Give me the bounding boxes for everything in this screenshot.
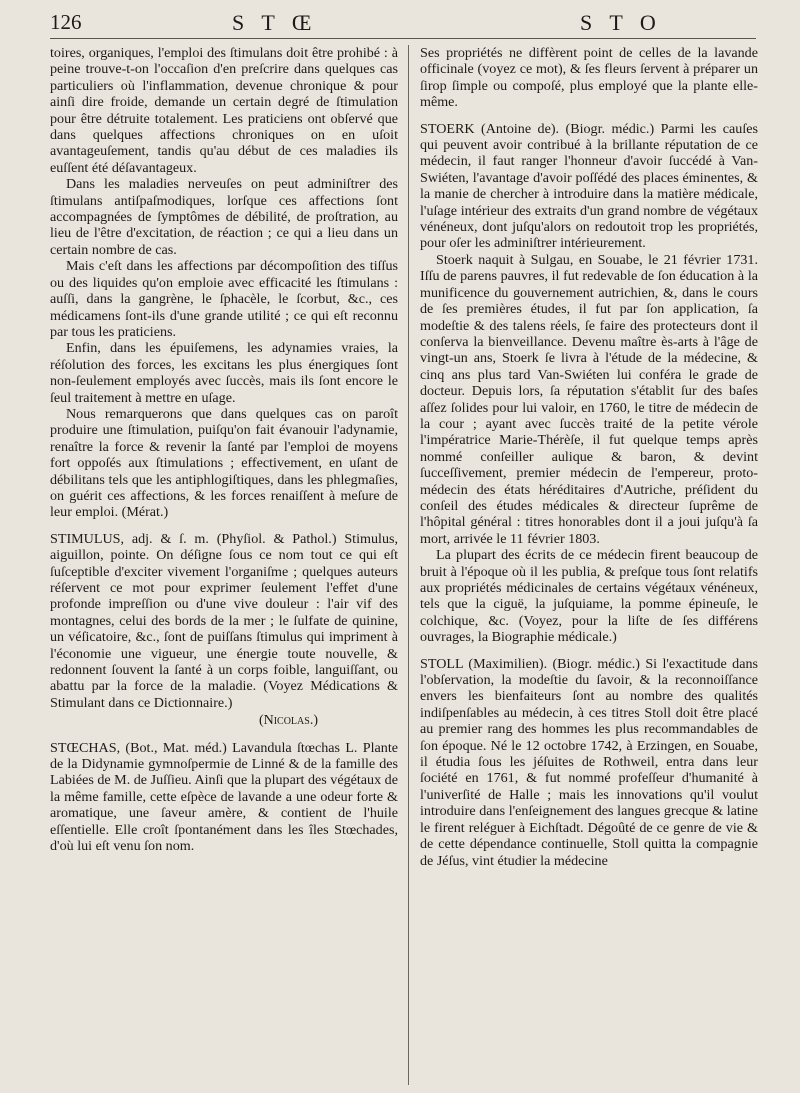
running-head-left: S T Œ: [232, 10, 318, 35]
entry-stoechas: [50, 740, 398, 855]
right-column: [420, 45, 758, 869]
paragraph-remarks: Nous remarquerons que dans quelques cas on paroît produire une ſtimulation, puiſqu'on fait évanouir l'adynamie, renaître la force & revenir la ſanté par l'emploi de moyens fort oppoſés aux ſtimulations ; effectivement, en uſant de débilitans tels que les antiphlogiſtiques, dans les phlegmaſies, on guérit ces affections, & les forces renaiſſent à meſure de leur emploi. (Mérat.): [50, 405, 398, 521]
column-divider: [408, 45, 409, 1085]
entry-stoerk-biography: Stoerk naquit à Sulgau, en Souabe, le 21 février 1731. Iſſu de parens pauvres, il fut redevable de ſon éducation à la munificence du gouvernement autrichien, &, dans le cours de ſes premières études, il fut par ſon application, ſa modeſtie & des talens réels, ſe faire des protecteurs dont il conſerva la bienveillance. Devenu maître ès-arts à l'âge de vingt-un ans, Stoerk ſe livra à l'étude de la médecine, & cinq ans plus tard Van-Swiéten lui conféra le grade de docteur. Depuis lors, ſa réputation s'établit ſur des baſes aſſez ſolides pour lui valoir, en 1760, le titre de médecin de la cour ; ayant avec ſuccès traité de la petite vérole l'impératrice Marie-Thérèſe, il fut quelque temps après nommé conſeiller aulique & baron, & devint ſucceſſivement, premier médecin de l'empereur, proto-médecin des états héréditaires d'Autriche, préſident du conſeil des études médicales & directeur ſuprême de l'hôpital général : titres honorables dont il a joui juſqu'à ſa mort, arrivée le 11 février 1803.: [420, 251, 758, 547]
left-column: [50, 45, 398, 855]
page-number: 126: [50, 10, 82, 34]
entry-stoechas-text: STŒCHAS, (Bot., Mat. méd.) Lavandula ſtœchas L. Plante de la Didynamie gymnoſpermie de Linné & de la famille des Labiées de M. de Juſſieu. Ainſi que la plupart des végétaux de la même famille, cette eſpèce de lavande a une odeur forte & aromatique, une ſaveur amère, & contient de l'huile eſſentielle. Elle croît ſpontanément dans les îles Stœchades, d'où lui eſt venu ſon nom.: [50, 739, 398, 855]
paragraph-stimulation-continued: toires, organiques, l'emploi des ſtimulans doit être prohibé : à peine trouve-t-on l'occaſion d'en preſcrire dans quelques cas particuliers où l'inflammation, devenue chronique & pour ainſi dire froide, demande un certain degré de ſtimulation pour être détruite totalement. Les praticiens ont obſervé que dans quelques affections chroniques on en uſoit avantageuſement, tandis qu'au début de ces maladies ils euſſent été déſavantageux.: [50, 45, 398, 176]
entry-stoerk: [420, 121, 758, 646]
paragraph-exhaustion: Enfin, dans les épuiſemens, les adynamies vraies, la réſolution des forces, les excitans les plus énergiques ſont non-ſeulement employés avec ſuccès, mais ils ſont encore le ſeul traitement à mettre en uſage.: [50, 340, 398, 406]
entry-stoerk-intro: STOERK (Antoine de). (Biogr. médic.) Parmi les cauſes qui peuvent avoir contribué à la brillante réputation de ce médecin, il faut ranger l'honneur d'avoir ſuccédé à Van-Swiéten, l'avantage d'avoir poſſédé des places éminentes, & la manie de chercher à introduire dans la matière médicale, l'uſage intérieur des extraits d'un grand nombre de végétaux vénéneux, dont juſqu'alors on redoutoit trop les propriétés, pour oſer les adminiſtrer intérieurement.: [420, 120, 758, 252]
entry-stoll: [420, 656, 758, 869]
author-signature-nicolas: (Nicolas.): [258, 713, 318, 729]
entry-stimulus: [50, 531, 398, 730]
paragraph-decomposition: Mais c'eſt dans les affections par décompoſition des tiſſus ou des liquides qu'on emploie avec efficacité les ſtimulans : auſſi, dans la gangrène, le ſphacèle, le ſcorbut, &c., ces médicamens ſont-ils d'une grande utilité ; ce qui eſt reconnu par tous les praticiens.: [50, 258, 398, 340]
paragraph-stoechas-continued: Ses propriétés ne diffèrent point de celles de la lavande officinale (voyez ce mot), & ſes fleurs ſervent à préparer un ſirop ſimple ou compoſé, plus employé que la plante elle-même.: [420, 45, 758, 111]
running-head-right: S T O: [580, 10, 662, 35]
paragraph-nervous-diseases: Dans les maladies nerveuſes on peut adminiſtrer des ſtimulans antiſpaſmodiques, lorſque ces affections ſont accompagnées de ſymptômes de débilité, de proſtration, au lieu de l'être d'excitation, de réaction ; ce qui a lieu dans un certain nombre de cas.: [50, 176, 398, 258]
two-column-body: [50, 45, 756, 1085]
entry-stimulus-text: STIMULUS, adj. & ſ. m. (Phyſiol. & Pathol.) Stimulus, aiguillon, pointe. On déſigne ſous ce nom tout ce qui eſt ſuſceptible d'exciter vivement l'organiſme ; quelques auteurs réſervent ce mot pour exprimer ſeulement l'effet d'une profonde impreſſion ou d'une vive douleur : l'air vif des montagnes, celui des bords de la mer ; le ſulfate de quinine, un véſicatoire, &c., ſont de puiſſans ſtimulus qui impriment à l'économie une vigueur, une énergie toute nouvelle, & redonnent ſouvent la ſanté à un corps foible, languiſſant, ou abattu par la force de la maladie. (Voyez Médications & Stimulant dans ce Dictionnaire.): [50, 530, 398, 711]
page-header: [50, 8, 756, 39]
entry-stoll-text: STOLL (Maximilien). (Biogr. médic.) Si l'exactitude dans l'obſervation, la modeſtie du ſavoir, & la reconnoiſſance envers les bienfaiteurs ſont au nombre des qualités indiſpenſables au médecin, à ces titres Stoll doit être placé au premier rang des hommes les plus recommandables de ſon époque. Né le 12 octobre 1742, à Erzingen, en Souabe, il étudia ſous les jéſuites de Rothweil, entra dans leur ſociété en 1761, & fut nommé profeſſeur d'humanité à l'univerſité de Halle ; mais les innovations qu'il voulut introduire dans l'enſeignement des langues grecque & latine le firent reléguer à Eichſtadt. Dégoûté de ce genre de vie & de cette dépendance continuelle, Stoll quitta la compagnie de Jéſus, vint étudier la médecine: [420, 655, 758, 869]
entry-stoerk-writings: La plupart des écrits de ce médecin firent beaucoup de bruit à l'époque où il les publia, & preſque tous ſont relatifs aux propriétés médicinales de certains végétaux vénéneux, tels que la ciguë, la juſquiame, la pomme épineuſe, le colchique, &c. (Voyez, pour la liſte de ſes différens ouvrages, la Biographie médicale.): [420, 547, 758, 646]
